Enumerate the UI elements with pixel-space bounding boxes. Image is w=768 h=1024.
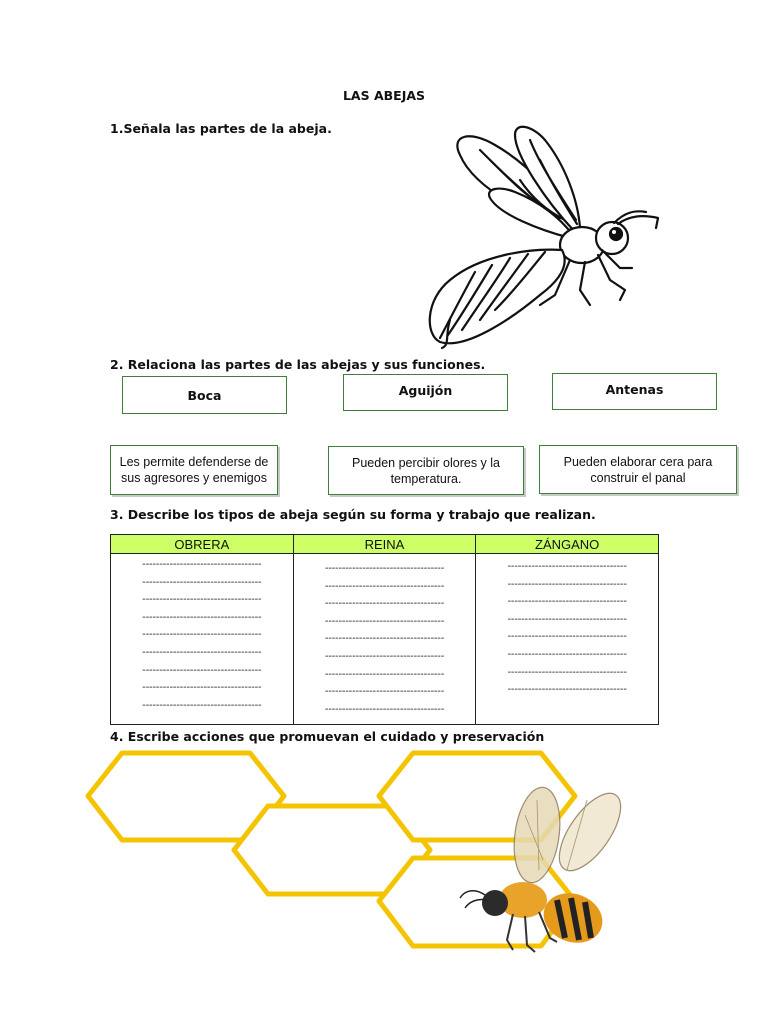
answer-line[interactable]: ----------------------------------- (142, 664, 262, 676)
page-title: LAS ABEJAS (342, 88, 426, 103)
answer-line[interactable]: ----------------------------------- (142, 682, 262, 694)
function-text: Les permite defenderse de sus agresores y enemigos (119, 455, 269, 485)
answer-line[interactable]: ----------------------------------- (324, 563, 445, 574)
answer-line[interactable]: ----------------------------------- (507, 561, 627, 572)
answer-line[interactable]: ----------------------------------- (142, 576, 262, 588)
answer-line[interactable]: ----------------------------------- (324, 598, 445, 610)
question-2: 2. Relaciona las partes de las abejas y sus funciones. (110, 357, 486, 372)
answer-line[interactable]: ----------------------------------- (324, 615, 445, 627)
function-box-smell[interactable] (328, 446, 524, 495)
part-label: Aguijón (398, 383, 453, 398)
answer-line[interactable]: ----------------------------------- (142, 611, 262, 623)
answer-line[interactable]: ----------------------------------- (507, 596, 627, 608)
answer-line[interactable]: ----------------------------------- (507, 578, 627, 590)
answer-line[interactable]: ----------------------------------- (507, 684, 627, 696)
answer-line[interactable]: ----------------------------------- (324, 633, 445, 645)
header-obrera: OBRERA (111, 535, 294, 554)
bee-watercolor-icon (455, 790, 655, 960)
question-1: 1.Señala las partes de la abeja. (110, 121, 332, 136)
answer-line[interactable]: ----------------------------------- (324, 703, 445, 715)
answer-lines (111, 554, 293, 714)
answer-lines (294, 554, 476, 718)
question-4: 4. Escribe acciones que promuevan el cuidado y preservación (110, 729, 545, 744)
answer-line[interactable]: ----------------------------------- (507, 631, 627, 643)
answer-line[interactable]: ----------------------------------- (142, 629, 262, 641)
answer-line[interactable]: ----------------------------------- (142, 559, 262, 570)
reina-answer-cell[interactable] (293, 554, 476, 725)
answer-lines (476, 554, 658, 699)
answer-line[interactable]: ----------------------------------- (324, 686, 445, 698)
answer-line[interactable]: ----------------------------------- (324, 580, 445, 592)
function-box-wax[interactable] (539, 445, 737, 494)
function-box-defense[interactable] (110, 445, 278, 495)
answer-line[interactable]: ----------------------------------- (324, 668, 445, 680)
part-box-aguijon[interactable] (343, 374, 508, 411)
part-box-boca[interactable] (122, 376, 287, 414)
zangano-answer-cell[interactable] (476, 554, 659, 725)
function-text: Pueden percibir olores y la temperatura. (352, 455, 500, 486)
answer-line[interactable]: ----------------------------------- (507, 613, 627, 625)
answer-line[interactable]: ----------------------------------- (507, 666, 627, 678)
answer-line[interactable]: ----------------------------------- (142, 594, 262, 606)
answer-line[interactable]: ----------------------------------- (324, 650, 445, 662)
part-label: Boca (187, 387, 222, 403)
answer-line[interactable]: ----------------------------------- (142, 699, 262, 711)
function-text: Pueden elaborar cera para construir el panal (563, 454, 713, 485)
bee-types-table (110, 534, 659, 725)
bee-line-drawing-icon (420, 120, 670, 350)
answer-line[interactable]: ----------------------------------- (507, 648, 627, 660)
header-zangano: ZÁNGANO (476, 535, 659, 554)
part-label: Antenas (605, 382, 664, 397)
part-box-antenas[interactable] (552, 373, 717, 410)
obrera-answer-cell[interactable] (111, 554, 294, 725)
answer-line[interactable]: ----------------------------------- (142, 646, 262, 658)
header-reina: REINA (293, 535, 476, 554)
question-3: 3. Describe los tipos de abeja según su forma y trabajo que realizan. (110, 507, 596, 522)
